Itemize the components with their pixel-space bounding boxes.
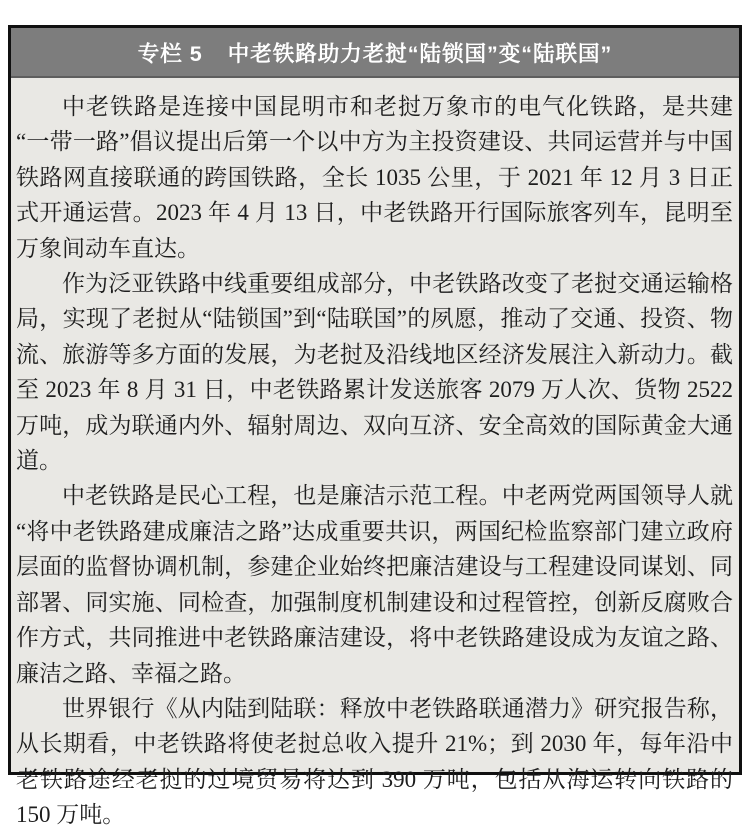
- column-box: [8, 25, 742, 828]
- column-box-header: [11, 28, 739, 78]
- column-title: 中老铁路助力老挝“陆锁国”变“陆联国”: [227, 41, 613, 66]
- paragraph-3: 中老铁路是民心工程，也是廉洁示范工程。中老两党两国领导人就“将中老铁路建成廉洁之路”达成重要共识，两国纪检监察部门建立政府层面的监督协调机制，参建企业始终把廉洁建设与工程建设同谋划、同部署、同实施、同检查，加强制度机制建设和过程管控，创新反腐败合作方式，共同推进中老铁路廉洁建设，将中老铁路建设成为友谊之路、廉洁之路、幸福之路。: [16, 483, 733, 686]
- paragraph-4: 世界银行《从内陆到陆联：释放中老铁路联通潜力》研究报告称，从长期看，中老铁路将使老挝总收入提升 21%；到 2030 年，每年沿中老铁路途经老挝的过境贸易将达到 390 万吨，包括从海运转向铁路的 150 万吨。: [16, 695, 733, 828]
- column-box-body: [11, 78, 739, 833]
- paragraph-1: 中老铁路是连接中国昆明市和老挝万象市的电气化铁路，是共建“一带一路”倡议提出后第一个以中方为主投资建设、共同运营并与中国铁路网直接联通的跨国铁路，全长 1035 公里，于 2021 年 12 月 3 日正式开通运营。2023 年 4 月 13 日，中老铁路开行国际旅客列车，昆明至万象间动车直达。: [16, 94, 733, 261]
- paragraph-2: 作为泛亚铁路中线重要组成部分，中老铁路改变了老挝交通运输格局，实现了老挝从“陆锁国”到“陆联国”的夙愿，推动了交通、投资、物流、旅游等多方面的发展，为老挝及沿线地区经济发展注入新动力。截至 2023 年 8 月 31 日，中老铁路累计发送旅客 2079 万人次、货物 2522 万吨，成为联通内外、辐射周边、双向互济、安全高效的国际黄金大通道。: [16, 271, 733, 474]
- column-number-label: 专栏 5: [137, 41, 203, 66]
